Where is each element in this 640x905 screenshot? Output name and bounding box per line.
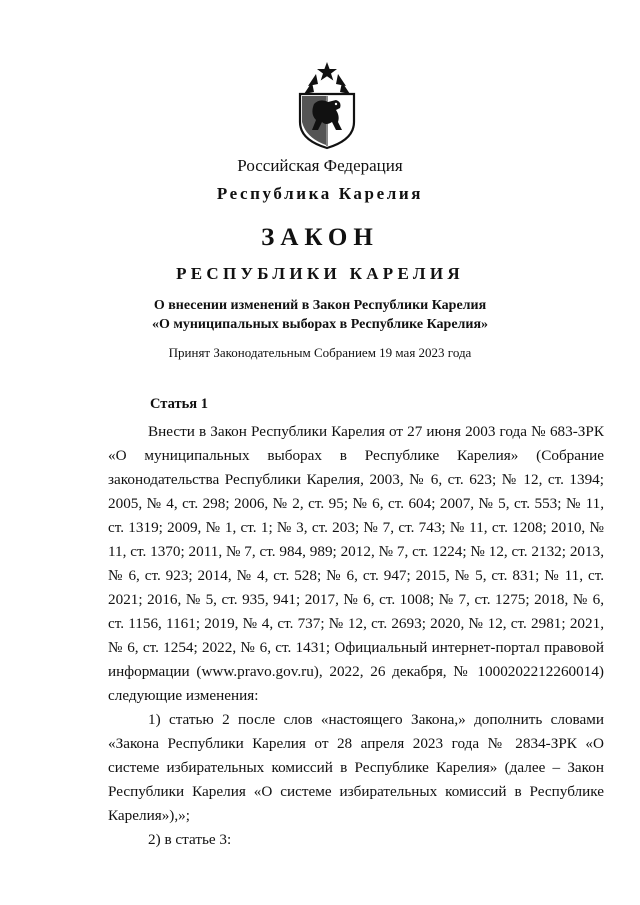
document-type: ЗАКОН: [261, 224, 379, 251]
country-name: Российская Федерация: [237, 156, 403, 175]
republic-name: Республика Карелия: [216, 184, 424, 203]
law-title-line: «О муниципальных выборах в Республике Карелия»: [151, 317, 489, 332]
law-title-line: О внесении изменений в Закон Республики Карелия: [153, 298, 487, 313]
body-paragraph: 1) статью 2 после слов «настоящего Закона,» дополнить словами «Закона Республики Карелия от 28 апреля 2023 года № 2834-ЗРК «О системе избирательных комиссий в Республике Карелия» (далее – Закон Республики Карелия «О системе избирательных комиссий в Республике Карелия»),»;: [108, 711, 604, 824]
article-body: [108, 420, 604, 852]
adoption-note: Принят Законодательным Собранием 19 мая 2023 года: [168, 345, 472, 360]
law-title: [0, 296, 640, 334]
article-heading: Статья 1: [150, 396, 208, 412]
coat-of-arms-emblem: [296, 60, 358, 150]
body-paragraph: Внести в Закон Республики Карелия от 27 июня 2003 года № 683-ЗРК «О муниципальных выборах в Республике Карелия» (Собрание законодательства Республики Карелия, 2003, № 6, ст. 623; № 12, ст. 1394; 2005, № 4, ст. 298; 2006, № 2, ст. 95; № 6, ст. 604; 2007, № 5, ст. 553; № 11, ст. 1319; 2009, № 1, ст. 1; № 3, ст. 203; № 7, ст. 743; № 11, ст. 1208; 2010, № 11, ст. 1370; 2011, № 7, ст. 984, 989; 2012, № 7, ст. 1224; № 12, ст. 2132; 2013, № 6, ст. 923; 2014, № 4, ст. 528; № 6, ст. 947; 2015, № 5, ст. 831; № 11, ст. 2021; 2016, № 5, ст. 935, 941; 2017, № 6, ст. 1008; № 7, ст. 1275; 2018, № 6, ст. 1156, 1161; 2019, № 4, ст. 737; № 12, ст. 2693; 2020, № 12, ст. 2981; 2021, № 6, ст. 1254; 2022, № 6, ст. 1431; Официальный интернет-портал правовой информации (www.pravo.gov.ru), 2022, 26 декабря, № 1000202212260014) следующие изменения:: [108, 423, 604, 704]
body-paragraph: 2) в статье 3:: [148, 831, 232, 848]
issuer-name: РЕСПУБЛИКИ КАРЕЛИЯ: [176, 264, 464, 283]
